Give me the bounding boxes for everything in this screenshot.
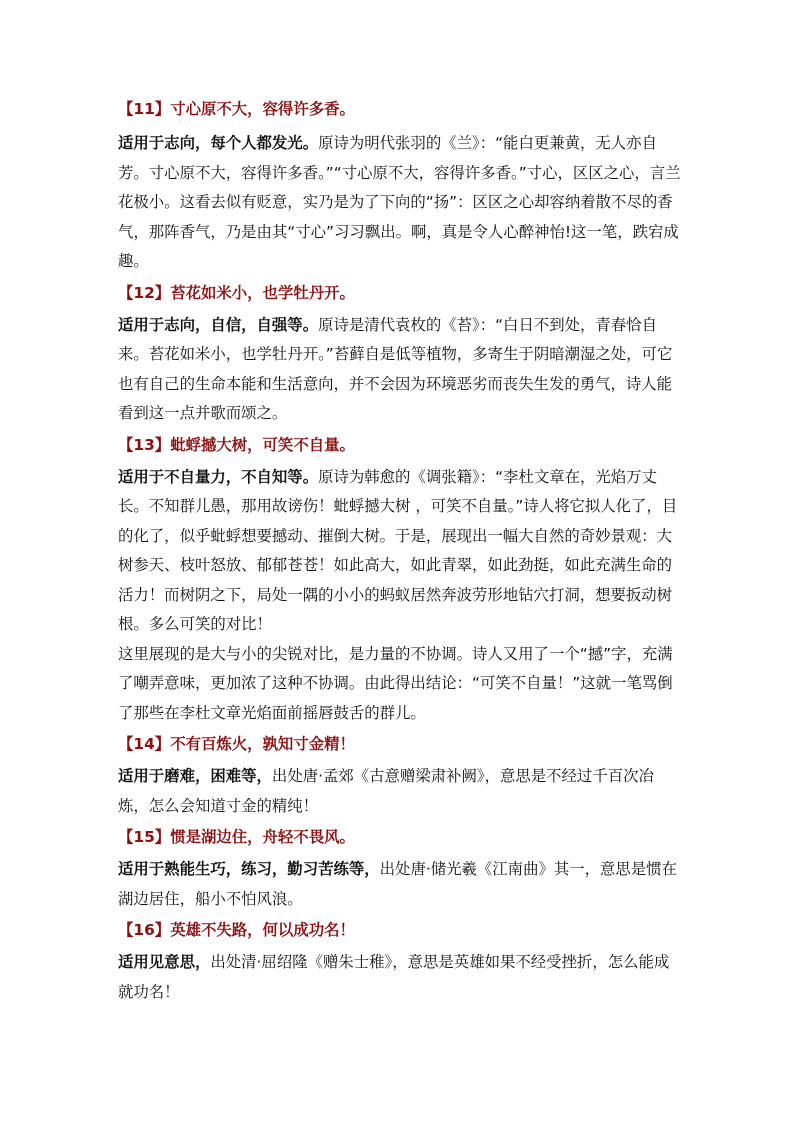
usage-label-11: 适用于志向，每个人都发光。: [118, 134, 319, 152]
explanation-11: 原诗为明代张羽的《兰》：“能白更兼黄，无人亦自芳。寸心原不大，容得许多香。”“寸心原不大，容得许多香。”寸心，区区之心，言兰花极小。这看去似有贬意，实乃是为了下向的“扬”：区区之心却容纳着散不尽的香气，那阵香气，乃是由其“寸心”习习飘出。啊，真是令人心醉神怡!这一笔，跌宕成趣。: [118, 134, 681, 270]
usage-label-15: 适用于熟能生巧，练习，勤习苦练等，: [118, 860, 380, 878]
entry-title-15: 【15】惯是湖边住，舟轻不畏风。: [118, 828, 355, 846]
usage-label-12: 适用于志向，自信，自强等。: [118, 315, 319, 334]
explanation-14: 出处唐·孟郊《古意赠梁肃补阙》，意思是不经过千百次冶炼，怎么会知道寸金的精纯！: [118, 767, 654, 815]
entry-title-11: 【11】寸心原不大，容得许多香。: [118, 100, 355, 118]
entry-body-12: [118, 311, 683, 429]
entry-body-14: [118, 762, 683, 821]
usage-label-13: 适用于不自量力，不自知等。: [118, 467, 319, 486]
entry-body-13: [118, 463, 683, 640]
explanation-16: 出处清·屈绍隆《赠朱士稚》，意思是英雄如果不经受挫折，怎么能成就功名！: [118, 953, 670, 1001]
explanation-12: 原诗是清代袁枚的《苔》：“白日不到处，青春恰自来。苔花如米小，也学牡丹开。”苔藓自是低等植物，多寄生于阴暗潮湿之处，可它也有自己的生命本能和生活意向，并不会因为环境恶劣而丧失生发的勇气，诗人能看到这一点并歌而颂之。: [118, 315, 673, 422]
entry-title-13: 【13】蚍蜉撼大树，可笑不自量。: [118, 435, 355, 454]
document-page: [118, 96, 683, 1007]
entry-body-15: [118, 855, 683, 914]
entry-title-12: 【12】苔花如米小，也学牡丹开。: [118, 283, 355, 302]
usage-label-16: 适用见意思，: [118, 953, 211, 971]
entry-title-14: 【14】不有百炼火，孰知寸金精！: [118, 735, 355, 753]
entry-body-16: [118, 948, 683, 1007]
entry-body-11: [118, 129, 683, 277]
explanation-13: 原诗为韩愈的《调张籍》：“李杜文章在，光焰万丈长。不知群儿愚，那用故谤伤！蚍蜉撼大树 ，可笑不自量。”诗人将它拟人化了，目的化了，似乎蚍蜉想要撼动、摧倒大树。于是，展现出一幅大自然的奇妙景观：大树参天、枝叶怒放、郁郁苍苍！如此高大，如此青翠，如此劲挺，如此充满生命的活力！而树阴之下，局处一隅的小小的蚂蚁居然奔波劳形地钻穴打洞，想要扳动树根。多么可笑的对比！: [118, 467, 678, 633]
explanation-15: 出处唐·储光羲《江南曲》其一，意思是惯在湖边居住，船小不怕风浪。: [118, 860, 677, 908]
usage-label-14: 适用于磨难，困难等，: [118, 767, 272, 785]
extra-paragraph-13: 这里展现的是大与小的尖锐对比，是力量的不协调。诗人又用了一个“撼”字，充满了嘲弄意味，更加浓了这种不协调。由此得出结论：“可笑不自量！”这就一笔骂倒了那些在李杜文章光焰面前摇唇鼓舌的群儿。: [118, 644, 673, 722]
entry-title-16: 【16】英雄不失路，何以成功名！: [118, 921, 355, 939]
